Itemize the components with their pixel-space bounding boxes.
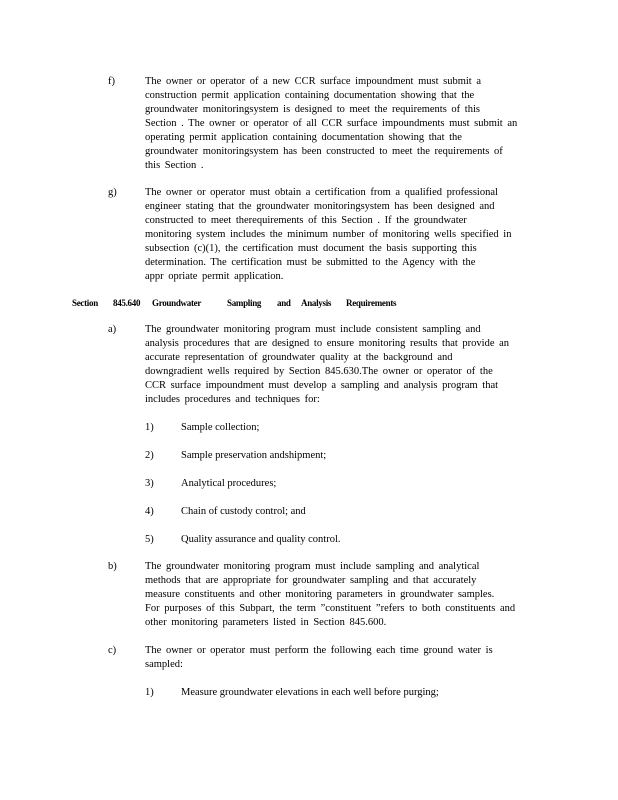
section-heading <box>72 298 402 312</box>
section-title-word: Groundwater <box>152 298 202 308</box>
text-line: CCR surface impoundment must develop a sampling and analysis program that <box>145 380 499 391</box>
text-line: The owner or operator must perform the following each time ground water is <box>145 645 493 656</box>
text-line: monitoring system includes the minimum number of monitoring wells specified in <box>145 229 512 240</box>
subsection-label-a: a) <box>108 324 117 335</box>
list-item-text: Measure groundwater elevations in each well before purging; <box>181 687 439 698</box>
item-label-g: g) <box>108 187 117 198</box>
item-label-f: f) <box>108 76 115 87</box>
section-title-word: Requirements <box>346 298 397 308</box>
list-item-number: 3) <box>145 478 154 489</box>
text-line: groundwater monitoringsystem has been constructed to meet the requirements of <box>145 146 503 157</box>
text-line: methods that are appropriate for groundwater sampling and that accurately <box>145 575 477 586</box>
text-line: groundwater monitoringsystem is designed to meet the requirements of this <box>145 104 480 115</box>
text-line: The owner or operator must obtain a certification from a qualified professional <box>145 187 498 198</box>
text-line: sampled: <box>145 659 183 670</box>
text-line: The groundwater monitoring program must include sampling and analytical <box>145 561 480 572</box>
text-line: accurate representation of groundwater quality at the background and <box>145 352 453 363</box>
text-line: downgradient wells required by Section 845.630.The owner or operator of the <box>145 366 493 377</box>
subsection-a-text <box>145 323 540 407</box>
text-line: measure constituents and other monitoring parameters in groundwater samples. <box>145 589 495 600</box>
list-item-text: Sample collection; <box>181 422 260 433</box>
text-line: this Section . <box>145 160 204 171</box>
list-item-number: 2) <box>145 450 154 461</box>
section-word: Section <box>72 298 98 308</box>
list-item-text: Quality assurance and quality control. <box>181 534 341 545</box>
text-line: The owner or operator of a new CCR surface impoundment must submit a <box>145 76 482 87</box>
text-line: constructed to meet therequirements of this Section . If the groundwater <box>145 215 467 226</box>
subsection-label-c: c) <box>108 645 117 656</box>
text-line: other monitoring parameters listed in Section 845.600. <box>145 617 387 628</box>
list-item-number: 1) <box>145 422 154 433</box>
subsection-c-text <box>145 644 540 672</box>
text-line: For purposes of this Subpart, the term ”constituent ”refers to both constituents and <box>145 603 516 614</box>
section-number: 845.640 <box>113 298 141 308</box>
section-title-word: and <box>277 298 291 308</box>
text-line: determination. The certification must be submitted to the Agency with the <box>145 257 476 268</box>
section-title-word: Sampling <box>227 298 262 308</box>
subsection-label-b: b) <box>108 561 117 572</box>
list-item-number: 5) <box>145 534 154 545</box>
text-line: operating permit application containing documentation showing that the <box>145 132 462 143</box>
text-line: subsection (c)(1), the certification must document the basis supporting this <box>145 243 477 254</box>
text-line: appr opriate permit application. <box>145 271 284 282</box>
text-line: The groundwater monitoring program must include consistent sampling and <box>145 324 481 335</box>
list-item-text: Analytical procedures; <box>181 478 277 489</box>
subsection-b-text <box>145 560 540 630</box>
text-line: includes procedures and techniques for: <box>145 394 320 405</box>
list-item-text: Sample preservation andshipment; <box>181 450 327 461</box>
item-f-text <box>145 75 540 173</box>
section-title-word: Analysis <box>301 298 332 308</box>
text-line: Section . The owner or operator of all CCR surface impoundments must submit an <box>145 118 518 129</box>
text-line: construction permit application containing documentation showing that the <box>145 90 475 101</box>
list-item-number: 4) <box>145 506 154 517</box>
list-item-text: Chain of custody control; and <box>181 506 306 517</box>
text-line: engineer stating that the groundwater monitoringsystem has been designed and <box>145 201 495 212</box>
item-g-text <box>145 186 540 284</box>
list-item-number: 1) <box>145 687 154 698</box>
text-line: analysis procedures that are designed to ensure monitoring results that provide an <box>145 338 510 349</box>
